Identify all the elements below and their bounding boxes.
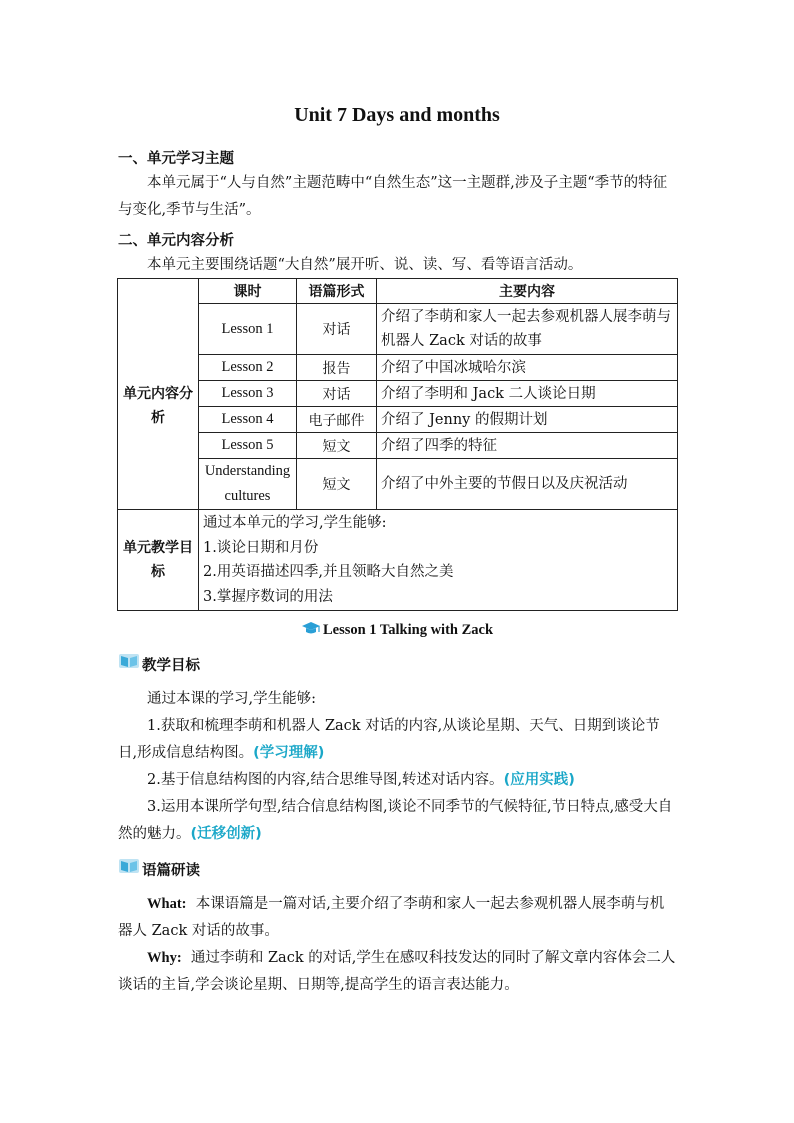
why-paragraph: Why: 通过李萌和 Zack 的对话,学生在感叹科技发达的同时了解文章内容体会二人谈话的主旨,学会谈论星期、日期等,提高学生的语言表达能力。	[118, 950, 676, 993]
goals-label: 单元教学目标	[123, 540, 193, 580]
analysis-label: 单元内容分析	[123, 386, 193, 427]
what-label: What:	[147, 896, 187, 912]
lesson-title	[0, 621, 794, 639]
book-icon	[118, 857, 140, 875]
table-header-row	[118, 279, 678, 304]
goal-item: 1.谈论日期和月份	[203, 539, 319, 556]
goal-item: 2.用英语描述四季,并且领略大自然之美	[203, 564, 454, 580]
lesson-cell: Lesson 1	[199, 304, 297, 355]
table-row	[118, 407, 678, 433]
section2-text: 本单元主要围绕话题“大自然”展开听、说、读、写、看等语言活动。	[147, 257, 583, 273]
section1-text: 本单元属于“人与自然”主题范畴中“自然生态”这一主题群,涉及子主题“季节的特征与变化,季节与生活”。	[118, 175, 668, 218]
header-content: 主要内容	[377, 279, 678, 304]
lesson-cell: Understanding cultures	[199, 459, 297, 510]
lesson-cell: Lesson 2	[199, 355, 297, 381]
teaching-goals-label: 教学目标	[142, 658, 200, 674]
content-cell: 介绍了四季的特征	[377, 433, 678, 459]
goals-row	[118, 510, 678, 611]
content-cell: 介绍了李萌和家人一起去参观机器人展李萌与机器人 Zack 对话的故事	[377, 304, 678, 355]
goal-intro: 通过本单元的学习,学生能够:	[203, 515, 387, 531]
lesson-cell: Lesson 4	[199, 407, 297, 433]
form-cell: 报告	[297, 355, 377, 381]
why-label: Why:	[147, 950, 182, 966]
unit-content-table	[117, 278, 678, 611]
goal-tag: (学习理解)	[253, 745, 325, 761]
header-form: 语篇形式	[297, 279, 377, 304]
lesson-cell: Lesson 5	[199, 433, 297, 459]
section1-heading: 一、单元学习主题	[118, 151, 234, 167]
content-cell: 介绍了中外主要的节假日以及庆祝活动	[377, 459, 678, 510]
table-row	[118, 355, 678, 381]
content-cell: 介绍了 Jenny 的假期计划	[377, 407, 678, 433]
form-cell: 电子邮件	[297, 407, 377, 433]
graduation-cap-icon	[301, 621, 321, 637]
goal-tag: (迁移创新)	[190, 826, 262, 842]
form-cell: 短文	[297, 433, 377, 459]
table-row	[118, 459, 678, 510]
unit-title: Unit 7 Days and months	[294, 104, 500, 126]
form-cell: 对话	[297, 381, 377, 407]
form-cell: 短文	[297, 459, 377, 510]
teaching-goal-item: 1.获取和梳理李萌和机器人 Zack 对话的内容,从谈论星期、天气、日期到谈论节日,形成信息结构图。(学习理解)	[118, 718, 660, 761]
teaching-goals-intro: 通过本课的学习,学生能够:	[147, 691, 316, 707]
lesson-cell: Lesson 3	[199, 381, 297, 407]
content-cell: 介绍了中国冰城哈尔滨	[377, 355, 678, 381]
header-lesson: 课时	[199, 279, 297, 304]
what-paragraph: What: 本课语篇是一篇对话,主要介绍了李萌和家人一起去参观机器人展李萌与机器人 Zack 对话的故事。	[118, 896, 665, 939]
form-cell: 对话	[297, 304, 377, 355]
teaching-goal-item: 3.运用本课所学句型,结合信息结构图,谈论不同季节的气候特征,节日特点,感受大自然的魅力。(迁移创新)	[118, 799, 673, 842]
table-row	[118, 433, 678, 459]
table-row	[118, 381, 678, 407]
goals-cell	[199, 510, 678, 611]
text-study-label: 语篇研读	[142, 863, 200, 879]
section2-heading: 二、单元内容分析	[118, 233, 234, 249]
content-cell: 介绍了李明和 Jack 二人谈论日期	[377, 381, 678, 407]
teaching-goal-item: 2.基于信息结构图的内容,结合思维导图,转述对话内容。(应用实践)	[147, 772, 575, 788]
book-icon	[118, 652, 140, 670]
goal-tag: (应用实践)	[503, 772, 575, 788]
goal-item: 3.掌握序数词的用法	[203, 588, 333, 605]
table-row	[118, 304, 678, 355]
lesson-title-text: Lesson 1 Talking with Zack	[322, 622, 494, 638]
